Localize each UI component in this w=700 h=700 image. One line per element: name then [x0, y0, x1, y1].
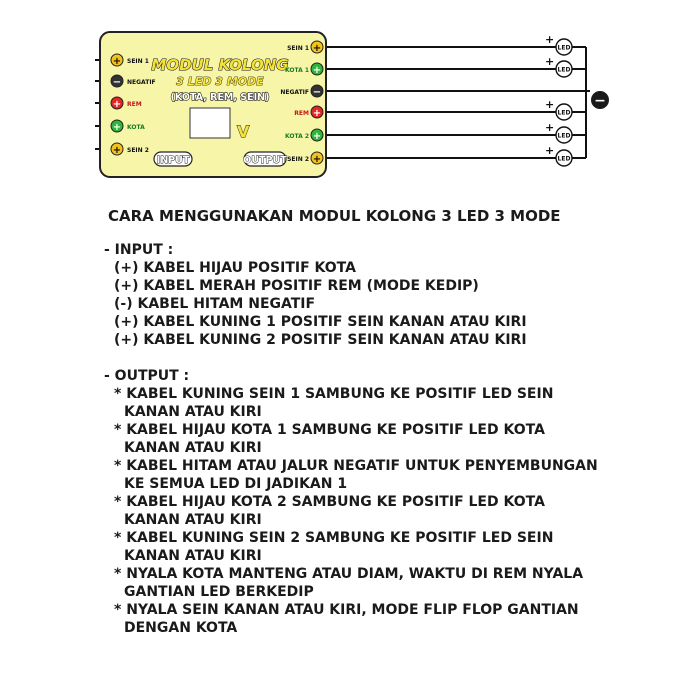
led-plus: +: [545, 55, 555, 68]
input-terminal-symbol: +: [112, 56, 122, 67]
output-section-header: - OUTPUT :: [104, 368, 190, 384]
output-terminal-symbol: +: [312, 43, 322, 54]
output-line: DENGAN KOTA: [124, 620, 238, 636]
instructions-heading: CARA MENGGUNAKAN MODUL KOLONG 3 LED 3 MODE: [108, 207, 561, 225]
led-label: LED: [557, 66, 571, 74]
input-line: (+) KABEL HIJAU POSITIF KOTA: [114, 260, 356, 276]
input-terminal-symbol: +: [112, 122, 122, 133]
output-line: * KABEL KUNING SEIN 1 SAMBUNG KE POSITIF LED SEIN: [114, 386, 554, 402]
module-title: MODUL KOLONG: [151, 56, 289, 74]
output-terminal-symbol: +: [312, 131, 322, 142]
output-terminal-label: KOTA 1: [284, 67, 309, 74]
led-plus: +: [545, 98, 555, 111]
input-terminal-label: REM: [127, 101, 142, 108]
voltage-indicator: V: [237, 122, 250, 141]
input-terminal-label: KOTA: [127, 124, 145, 131]
output-line: * KABEL HIJAU KOTA 1 SAMBUNG KE POSITIF LED KOTA: [114, 422, 545, 438]
output-terminal-label: REM: [294, 110, 309, 117]
led-plus: +: [545, 33, 555, 46]
output-line: KANAN ATAU KIRI: [124, 512, 262, 528]
module-subtitle: 3 LED 3 MODE: [176, 75, 264, 88]
input-line: (-) KABEL HITAM NEGATIF: [114, 296, 316, 312]
output-terminal-symbol: +: [312, 154, 322, 165]
output-terminal-label: SEIN 2: [287, 156, 309, 163]
output-badge-label: OUTPUT: [243, 155, 287, 166]
input-terminal-label: SEIN 1: [127, 58, 149, 65]
input-badge-label: INPUT: [156, 155, 190, 166]
led-label: LED: [557, 109, 571, 117]
led-label: LED: [557, 132, 571, 140]
output-line: KANAN ATAU KIRI: [124, 548, 262, 564]
input-line: (+) KABEL MERAH POSITIF REM (MODE KEDIP): [114, 278, 479, 294]
output-terminal-label: SEIN 1: [287, 45, 309, 52]
output-line: * KABEL KUNING SEIN 2 SAMBUNG KE POSITIF LED SEIN: [114, 530, 554, 546]
output-terminal-symbol: −: [312, 87, 322, 98]
output-terminal-symbol: +: [312, 65, 322, 76]
input-terminal-symbol: +: [112, 145, 122, 156]
input-terminal-label: SEIN 2: [127, 147, 149, 154]
input-line: (+) KABEL KUNING 1 POSITIF SEIN KANAN ATAU KIRI: [114, 314, 527, 330]
module-modes: (KOTA, REM, SEIN): [170, 92, 270, 103]
output-line: KE SEMUA LED DI JADIKAN 1: [124, 476, 348, 492]
output-line: * NYALA KOTA MANTENG ATAU DIAM, WAKTU DI REM NYALA: [114, 566, 584, 582]
output-line: * KABEL HITAM ATAU JALUR NEGATIF UNTUK PENYEMBUNGAN: [114, 458, 598, 474]
led-plus: +: [545, 121, 555, 134]
output-terminal-symbol: +: [312, 108, 322, 119]
led-label: LED: [557, 155, 571, 163]
output-line: GANTIAN LED BERKEDIP: [124, 584, 314, 600]
input-line: (+) KABEL KUNING 2 POSITIF SEIN KANAN ATAU KIRI: [114, 332, 527, 348]
led-label: LED: [557, 44, 571, 52]
input-terminal-symbol: +: [112, 99, 122, 110]
led-plus: +: [545, 144, 555, 157]
output-line: KANAN ATAU KIRI: [124, 404, 262, 420]
ground-node-symbol: −: [594, 93, 606, 109]
output-terminal-label: KOTA 2: [284, 133, 309, 140]
input-section-header: - INPUT :: [104, 242, 174, 258]
output-line: * KABEL HIJAU KOTA 2 SAMBUNG KE POSITIF LED KOTA: [114, 494, 545, 510]
output-line: KANAN ATAU KIRI: [124, 440, 262, 456]
input-terminal-label: NEGATIF: [127, 79, 156, 86]
output-line: * NYALA SEIN KANAN ATAU KIRI, MODE FLIP FLOP GANTIAN: [114, 602, 579, 618]
input-terminal-symbol: −: [112, 77, 122, 88]
output-terminal-label: NEGATIF: [280, 89, 309, 96]
